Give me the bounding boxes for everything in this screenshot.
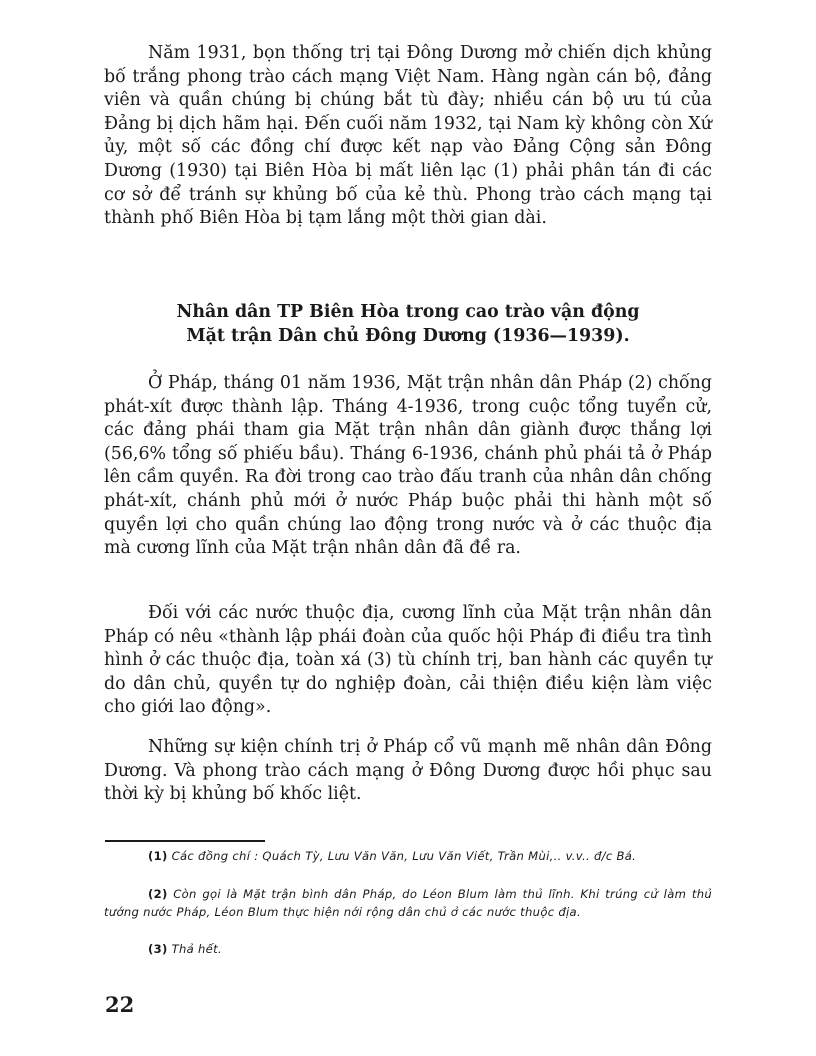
section-heading [104, 300, 712, 348]
footnote-2 [104, 886, 712, 921]
footnote-3-number: (3) [148, 942, 168, 956]
page-number: 22 [105, 992, 135, 1017]
paragraph-1: Năm 1931, bọn thống trị tại Đông Dương mở chiến dịch khủng bố trắng phong trào cách mạng Việt Nam. Hàng ngàn cán bộ, đảng viên và quần chúng bị chúng bắt tù đày; nhiều cán bộ ưu tú của Đảng bị dịch hãm hại. Đến cuối năm 1932, tại Nam kỳ không còn Xứ ủy, một số các đồng chí được kết nạp vào Đảng Cộng sản Đông Dương (1930) tại Biên Hòa bị mất liên lạc (1) phải phân tán đi các cơ sở để tránh sự khủng bố của kẻ thù. Phong trào cách mạng tại thành phố Biên Hòa bị tạm lắng một thời gian dài. [104, 43, 712, 229]
footnote-1-text: Các đồng chí : Quách Tỳ, Lưu Văn Văn, Lưu Văn Viết, Trần Mùi,.. v.v.. đ/c Bá. [171, 849, 637, 863]
paragraph-3: Đối với các nước thuộc địa, cương lĩnh của Mặt trận nhân dân Pháp có nêu «thành lập phái đoàn của quốc hội Pháp đi điều tra tình hình ở các thuộc địa, toàn xá (3) tù chính trị, ban hành các quyền tự do dân chủ, quyền tự do nghiệp đoàn, cải thiện điều kiện làm việc cho giới lao động». [104, 603, 712, 718]
footnote-2-text: Còn gọi là Mặt trận bình dân Pháp, do Léon Blum làm thủ lĩnh. Khi trúng cử làm thủ tướng nước Pháp, Léon Blum thực hiện nới rộng dân chủ ở các nước thuộc địa. [104, 887, 712, 919]
footnote-divider [105, 840, 265, 842]
footnote-1-number: (1) [148, 849, 168, 863]
paragraph-2: Ở Pháp, tháng 01 năm 1936, Mặt trận nhân dân Pháp (2) chống phát-xít được thành lập. Tháng 4-1936, trong cuộc tổng tuyển cử, các đảng phái tham gia Mặt trận nhân dân giành được thắng lợi (56,6% tổng số phiếu bầu). Tháng 6-1936, chánh phủ phái tả ở Pháp lên cầm quyền. Ra đời trong cao trào đấu tranh của nhân dân chống phát-xít, chánh phủ mới ở nước Pháp buộc phải thi hành một số quyền lợi cho quần chúng lao động trong nước và ở các thuộc địa mà cương lĩnh của Mặt trận nhân dân đã đề ra. [104, 373, 712, 559]
section-heading-line-2: Mặt trận Dân chủ Đông Dương (1936—1939). [186, 326, 630, 346]
footnote-2-number: (2) [148, 887, 168, 901]
footnote-3 [104, 941, 712, 959]
footnote-1 [104, 848, 712, 866]
section-heading-line-1: Nhân dân TP Biên Hòa trong cao trào vận động [176, 302, 640, 322]
paragraph-4: Những sự kiện chính trị ở Pháp cổ vũ mạnh mẽ nhân dân Đông Dương. Và phong trào cách mạng ở Đông Dương được hồi phục sau thời kỳ bị khủng bố khốc liệt. [104, 737, 712, 805]
footnote-3-text: Thả hết. [171, 942, 222, 956]
